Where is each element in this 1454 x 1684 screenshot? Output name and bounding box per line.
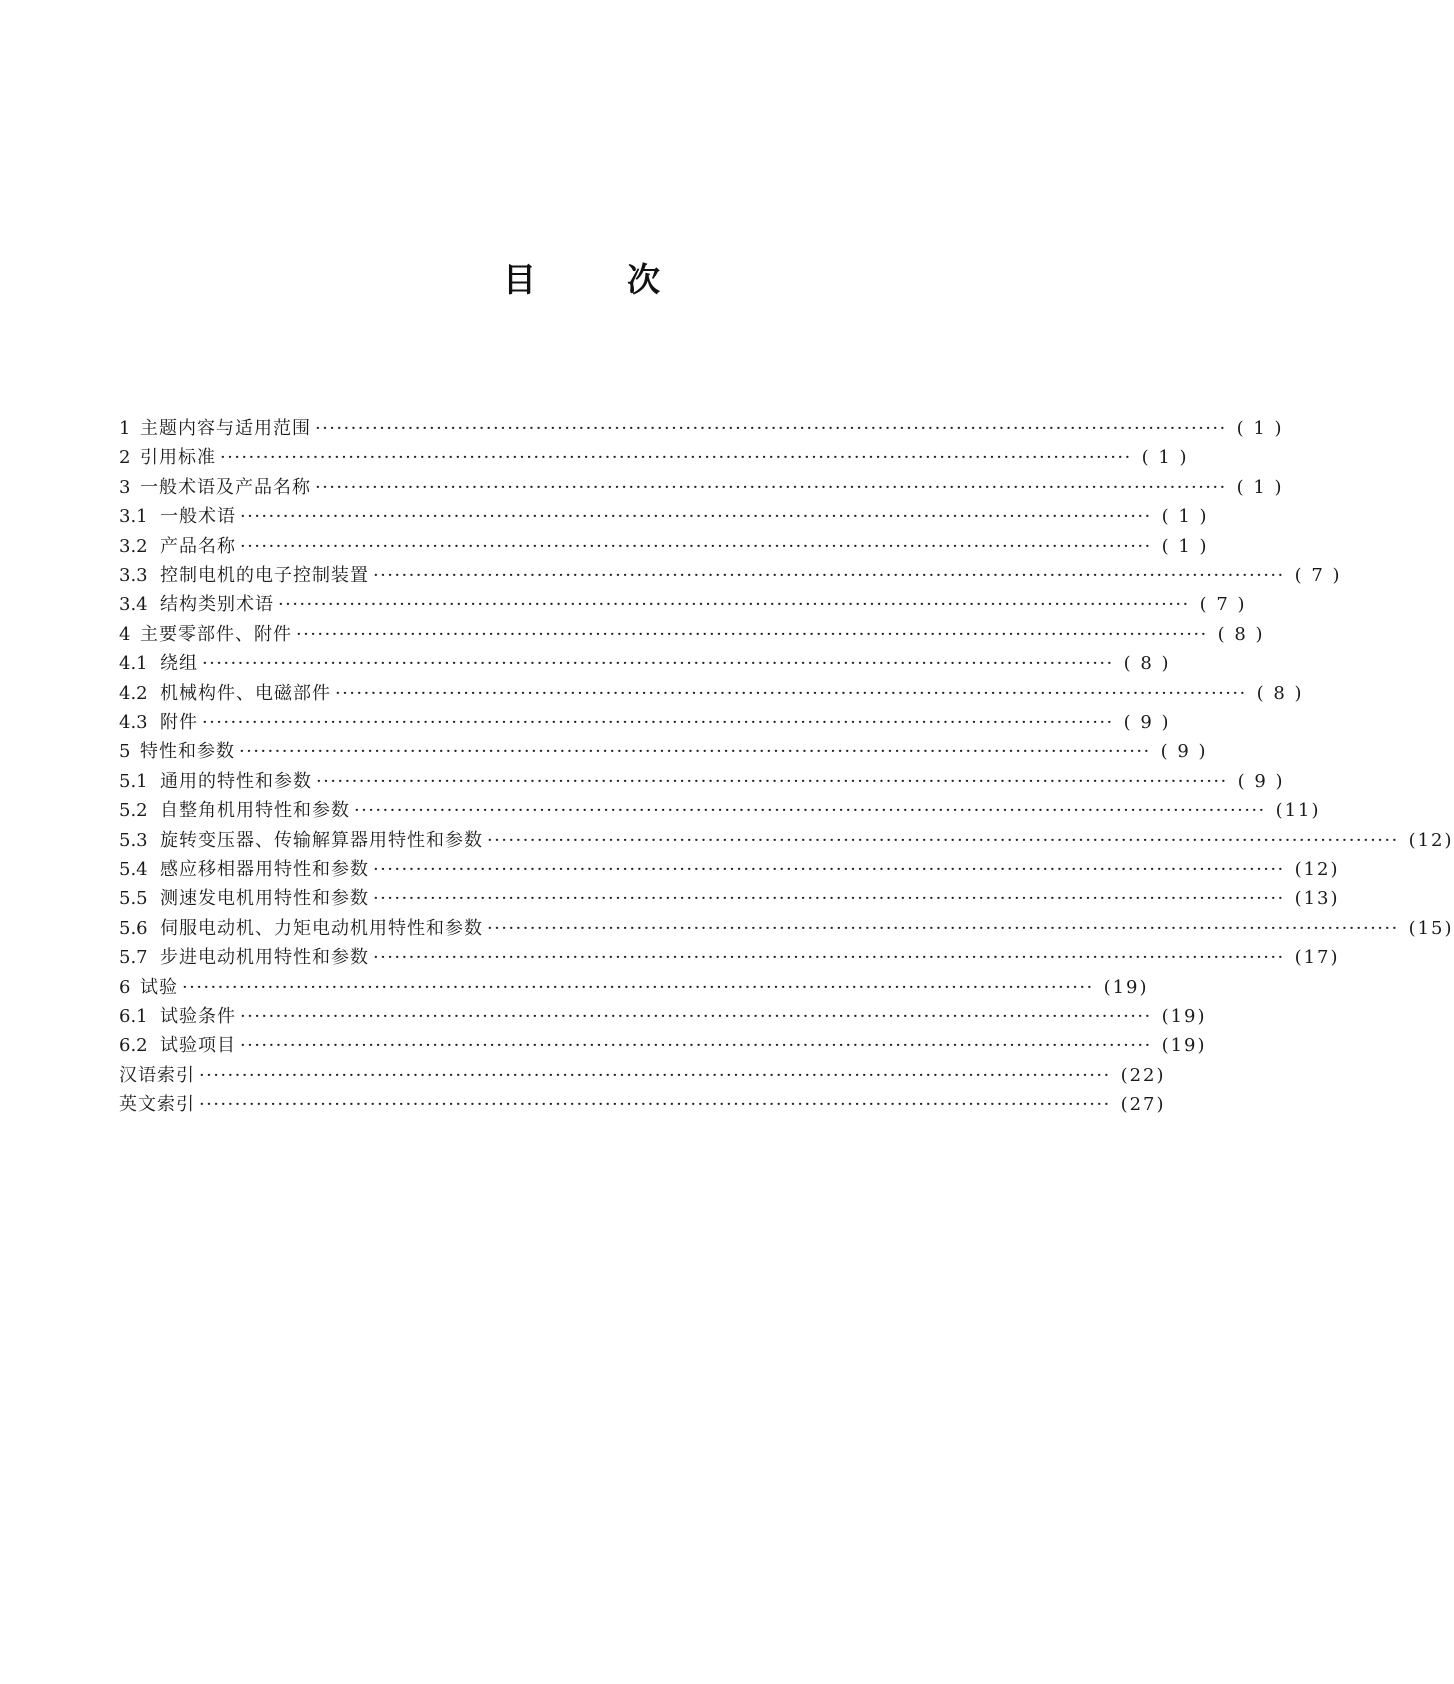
toc-entry[interactable]: [0, 531, 1209, 563]
toc-entry-number: 4.1: [119, 653, 148, 675]
dot-leader: ································································································································: [487, 829, 1399, 851]
toc-entry[interactable]: [0, 619, 1265, 651]
dot-leader: ································································································································: [335, 682, 1247, 704]
toc-entry[interactable]: [0, 707, 1191, 739]
toc-entry-page-number: ( 8 ): [1256, 682, 1304, 704]
toc-entry-title: 通用的特性和参数: [160, 770, 312, 792]
toc-entry[interactable]: [0, 736, 1208, 768]
toc-entry-title: 测速发电机用特性和参数: [160, 888, 369, 910]
toc-entry-number: 5.4: [119, 859, 148, 880]
toc-entry-page-number: ( 7 ): [1294, 565, 1342, 586]
toc-entry[interactable]: [0, 1089, 1191, 1121]
toc-entry-number: 5.1: [119, 770, 148, 792]
toc-entry-number: 5: [119, 741, 131, 763]
toc-entry-title: 试验项目: [160, 1035, 236, 1057]
toc-entry-page-number: (19): [1161, 1006, 1207, 1027]
dot-leader: ································································································································: [182, 976, 1094, 998]
toc-entry[interactable]: [0, 472, 1284, 504]
toc-entry-page-number: ( 1 ): [1141, 447, 1189, 469]
toc-entry-page-number: (11): [1275, 800, 1321, 822]
dot-leader: ································································································································: [373, 888, 1285, 910]
toc-entry-number: 5.5: [119, 888, 148, 910]
toc-entry-number: 5.7: [119, 947, 148, 969]
dot-leader: ································································································································: [296, 623, 1208, 645]
toc-entry-title: 控制电机的电子控制装置: [160, 565, 369, 586]
toc-entry-page-number: (13): [1294, 888, 1340, 910]
toc-entry[interactable]: [0, 972, 1191, 1004]
toc-entry[interactable]: [0, 825, 1454, 857]
toc-entry[interactable]: [0, 883, 1340, 915]
dot-leader: ································································································································: [373, 859, 1285, 880]
toc-entry-title: 一般术语: [160, 506, 236, 528]
toc-entry[interactable]: [0, 501, 1209, 533]
toc-entry-number: 3.3: [119, 565, 148, 586]
dot-leader: ································································································································: [202, 653, 1114, 675]
toc-entry[interactable]: [0, 766, 1285, 798]
toc-entry-page-number: (15): [1408, 917, 1454, 939]
toc-entry[interactable]: [0, 1030, 1207, 1062]
toc-entry-title: 汉语索引: [119, 1064, 195, 1086]
dot-leader: ································································································································: [278, 594, 1190, 616]
toc-entry-page-number: ( 8 ): [1123, 653, 1171, 675]
toc-entry-title: 步进电动机用特性和参数: [160, 947, 369, 969]
toc-entry[interactable]: [0, 1001, 1207, 1033]
toc-entry[interactable]: [0, 589, 1247, 621]
dot-leader: ································································································································: [354, 800, 1266, 822]
dot-leader: ································································································································: [316, 770, 1228, 792]
toc-entry-number: 6: [119, 976, 131, 998]
toc-entry-title: 英文索引: [119, 1094, 195, 1116]
toc-entry-number: 6.1: [119, 1006, 148, 1027]
dot-leader: ································································································································: [373, 947, 1285, 969]
toc-entry-page-number: ( 9 ): [1160, 741, 1208, 763]
toc-entry[interactable]: [0, 942, 1340, 974]
toc-entry-title: 引用标准: [140, 447, 216, 469]
toc-entry-page-number: ( 1 ): [1236, 476, 1284, 498]
dot-leader: ································································································································: [240, 1035, 1152, 1057]
dot-leader: ································································································································: [199, 1094, 1111, 1116]
toc-entry-number: 4.3: [119, 712, 148, 733]
dot-leader: ································································································································: [240, 535, 1152, 557]
toc-entry-number: 2: [119, 447, 131, 469]
toc-entry[interactable]: [0, 648, 1191, 680]
toc-entry-page-number: (12): [1408, 829, 1454, 851]
dot-leader: ································································································································: [240, 1006, 1152, 1027]
toc-entry-title: 旋转变压器、传输解算器用特性和参数: [160, 829, 483, 851]
toc-entry-page-number: (17): [1294, 947, 1340, 969]
toc-entry-title: 特性和参数: [140, 741, 235, 763]
toc-entry-number: 3: [119, 476, 131, 498]
page-title: [0, 258, 1191, 302]
toc-entry-title: 主题内容与适用范围: [140, 418, 311, 439]
page-title-char-1: 目: [503, 260, 536, 299]
page-title-char-2: 次: [627, 260, 660, 299]
toc-entry-number: 5.6: [119, 917, 148, 939]
toc-entry[interactable]: [0, 1060, 1191, 1092]
toc-entry[interactable]: [0, 678, 1304, 710]
toc-entry-title: 试验: [140, 976, 178, 998]
toc-entry-title: 绕组: [160, 653, 198, 675]
dot-leader: ································································································································: [240, 506, 1152, 528]
dot-leader: ································································································································: [373, 565, 1285, 586]
toc-entry-title: 主要零部件、附件: [140, 623, 292, 645]
toc-entry-number: 5.3: [119, 829, 148, 851]
dot-leader: ································································································································: [315, 476, 1227, 498]
toc-entry-title: 自整角机用特性和参数: [160, 800, 350, 822]
toc-entry-title: 感应移相器用特性和参数: [160, 859, 369, 880]
toc-entry-title: 结构类别术语: [160, 594, 274, 616]
toc-entry-number: 3.1: [119, 506, 148, 528]
toc-entry-page-number: ( 1 ): [1161, 506, 1209, 528]
dot-leader: ································································································································: [315, 418, 1227, 439]
toc-entry[interactable]: [0, 795, 1321, 827]
toc-entry[interactable]: [0, 560, 1342, 592]
toc-entry-number: 3.2: [119, 535, 148, 557]
toc-entry-page-number: (12): [1294, 859, 1340, 880]
toc-entry-page-number: ( 7 ): [1199, 594, 1247, 616]
toc-entry-title: 一般术语及产品名称: [140, 476, 311, 498]
toc-entry-page-number: ( 1 ): [1161, 535, 1209, 557]
toc-entry-number: 4: [119, 623, 131, 645]
toc-entry-page-number: (19): [1103, 976, 1149, 998]
dot-leader: ································································································································: [220, 447, 1132, 469]
dot-leader: ································································································································: [199, 1064, 1111, 1086]
toc-entry-page-number: ( 9 ): [1237, 770, 1285, 792]
toc-entry-number: 4.2: [119, 682, 148, 704]
toc-entry-page-number: ( 8 ): [1217, 623, 1265, 645]
toc-entry-page-number: (19): [1161, 1035, 1207, 1057]
toc-entry-page-number: (22): [1120, 1064, 1166, 1086]
toc-entry-title: 试验条件: [160, 1006, 236, 1027]
toc-entry-title: 伺服电动机、力矩电动机用特性和参数: [160, 917, 483, 939]
dot-leader: ································································································································: [487, 917, 1399, 939]
toc-entry[interactable]: [0, 413, 1284, 445]
toc-entry[interactable]: [0, 913, 1454, 945]
toc-entry-title: 产品名称: [160, 535, 236, 557]
toc-entry-page-number: ( 1 ): [1236, 418, 1284, 439]
toc-entry-page-number: (27): [1120, 1094, 1166, 1116]
toc-entry-title: 附件: [160, 712, 198, 733]
toc-entry-number: 5.2: [119, 800, 148, 822]
toc-entry[interactable]: [0, 854, 1340, 886]
toc-entry-title: 机械构件、电磁部件: [160, 682, 331, 704]
dot-leader: ································································································································: [202, 712, 1114, 733]
toc-entry[interactable]: [0, 442, 1191, 474]
toc-entry-page-number: ( 9 ): [1123, 712, 1171, 733]
dot-leader: ································································································································: [239, 741, 1151, 763]
toc-entry-number: 3.4: [119, 594, 148, 616]
toc-entry-number: 1: [119, 418, 131, 439]
toc-entry-number: 6.2: [119, 1035, 148, 1057]
